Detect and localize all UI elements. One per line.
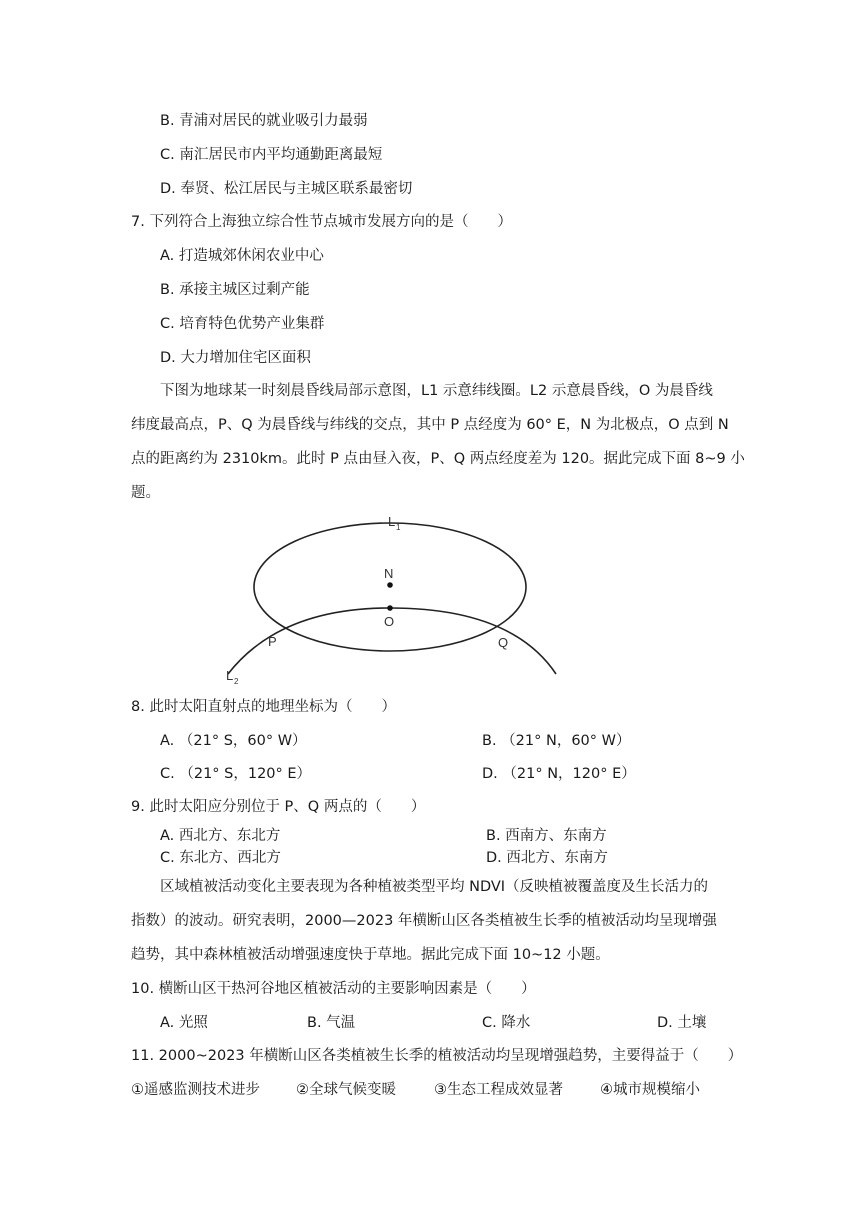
q7-option-b: B. 承接主城区过剩产能 bbox=[160, 282, 310, 298]
passage2-line1: 区域植被活动变化主要表现为各种植被类型平均 NDVI（反映植被覆盖度及生长活力的 bbox=[160, 879, 709, 895]
label-q: Q bbox=[498, 635, 509, 650]
q6-option-b: B. 青浦对居民的就业吸引力最弱 bbox=[160, 113, 368, 129]
q7-stem: 7. 下列符合上海独立综合性节点城市发展方向的是（ ） bbox=[131, 214, 512, 230]
passage2-line3: 趋势，其中森林植被活动增强速度快于草地。据此完成下面 10~12 小题。 bbox=[131, 947, 610, 963]
q8-option-c: C. （21° S，120° E） bbox=[160, 766, 312, 782]
passage1-line1: 下图为地球某一时刻晨昏线局部示意图，L1 示意纬线圈。L2 示意晨昏线，O 为晨昏线 bbox=[160, 383, 713, 399]
q10-option-b: B. 气温 bbox=[307, 1015, 356, 1031]
q11-item-2: ②全球气候变暖 bbox=[296, 1082, 396, 1098]
q9-stem: 9. 此时太阳应分别位于 P、Q 两点的（ ） bbox=[131, 799, 426, 815]
q8-option-b: B. （21° N，60° W） bbox=[482, 733, 631, 749]
passage1-line3: 点的距离约为 2310km。此时 P 点由昼入夜，P、Q 两点经度差为 120。据此完成下面 8~9 小 bbox=[131, 451, 745, 467]
passage2-line2: 指数）的波动。研究表明，2000—2023 年横断山区各类植被生长季的植被活动均呈现增强 bbox=[131, 913, 717, 929]
passage1-line4: 题。 bbox=[131, 485, 160, 501]
label-l2: L bbox=[226, 668, 234, 683]
terminator-figure bbox=[0, 510, 860, 690]
point-o-dot bbox=[387, 605, 393, 611]
q11-item-3: ③生态工程成效显著 bbox=[434, 1082, 563, 1098]
q9-option-a: A. 西北方、东北方 bbox=[160, 828, 281, 844]
q11-item-4: ④城市规模缩小 bbox=[600, 1082, 700, 1098]
q6-option-c: C. 南汇居民市内平均通勤距离最短 bbox=[160, 147, 383, 163]
q11-item-1: ①遥感监测技术进步 bbox=[131, 1082, 260, 1098]
q9-option-b: B. 西南方、东南方 bbox=[486, 828, 607, 844]
q7-option-c: C. 培育特色优势产业集群 bbox=[160, 316, 325, 332]
q7-option-a: A. 打造城郊休闲农业中心 bbox=[160, 248, 324, 264]
label-l1: L bbox=[388, 514, 396, 529]
q10-option-c: C. 降水 bbox=[482, 1015, 531, 1031]
q8-option-d: D. （21° N，120° E） bbox=[482, 766, 636, 782]
passage1-line2: 纬度最高点，P、Q 为晨昏线与纬线的交点，其中 P 点经度为 60° E，N 为北极点，O 点到 N bbox=[131, 417, 729, 433]
q11-stem: 11. 2000~2023 年横断山区各类植被生长季的植被活动均呈现增强趋势，主要得益于（ ） bbox=[131, 1048, 743, 1064]
north-pole-dot bbox=[387, 582, 393, 588]
q8-option-a: A. （21° S，60° W） bbox=[160, 733, 307, 749]
label-l1-sub: 1 bbox=[396, 523, 401, 532]
q9-option-c: C. 东北方、西北方 bbox=[160, 850, 281, 866]
q8-stem: 8. 此时太阳直射点的地理坐标为（ ） bbox=[131, 699, 396, 715]
q10-option-d: D. 土壤 bbox=[657, 1015, 707, 1031]
q10-option-a: A. 光照 bbox=[160, 1015, 208, 1031]
q7-option-d: D. 大力增加住宅区面积 bbox=[160, 350, 311, 366]
label-p: P bbox=[268, 634, 277, 649]
q9-option-d: D. 西北方、东南方 bbox=[486, 850, 608, 866]
q6-option-d: D. 奉贤、松江居民与主城区联系最密切 bbox=[160, 181, 413, 197]
label-o: O bbox=[384, 614, 395, 629]
label-n: N bbox=[384, 566, 394, 581]
q10-stem: 10. 横断山区干热河谷地区植被活动的主要影响因素是（ ） bbox=[131, 981, 536, 997]
label-l2-sub: 2 bbox=[234, 677, 239, 686]
